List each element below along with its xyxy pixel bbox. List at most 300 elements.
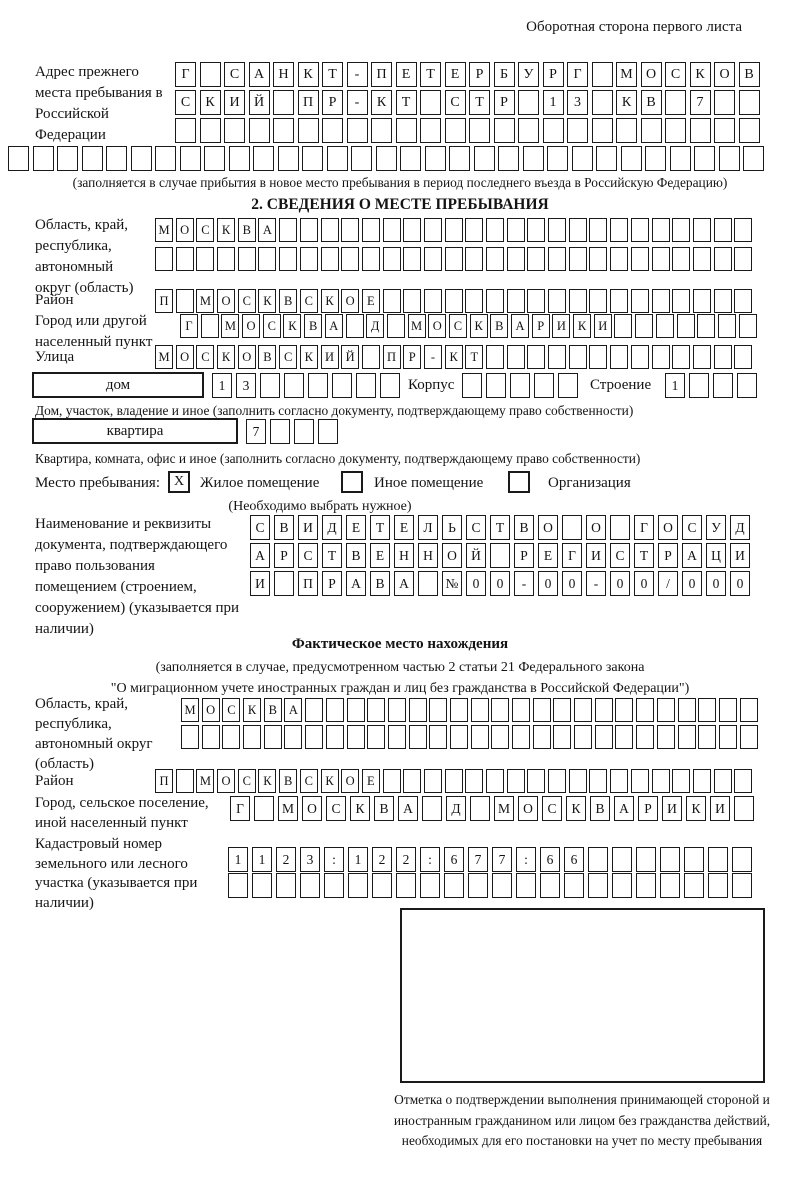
char-cell[interactable] xyxy=(491,725,509,749)
char-cell[interactable] xyxy=(131,146,152,171)
char-cell[interactable] xyxy=(494,118,515,143)
char-cell[interactable]: И xyxy=(250,571,270,596)
char-cell[interactable] xyxy=(595,698,613,722)
char-cell[interactable] xyxy=(652,345,670,369)
char-cell[interactable]: : xyxy=(324,847,344,872)
char-cell[interactable] xyxy=(465,247,483,271)
char-cell[interactable]: 6 xyxy=(444,847,464,872)
char-cell[interactable]: П xyxy=(298,571,318,596)
char-cell[interactable] xyxy=(596,146,617,171)
char-cell[interactable]: А xyxy=(394,571,414,596)
char-cell[interactable] xyxy=(714,218,732,242)
char-cell[interactable]: Г xyxy=(180,314,198,338)
char-cell[interactable]: К xyxy=(298,62,319,87)
char-cell[interactable]: 0 xyxy=(682,571,702,596)
char-cell[interactable]: П xyxy=(298,90,319,115)
char-cell[interactable]: 0 xyxy=(610,571,630,596)
char-cell[interactable] xyxy=(332,373,352,398)
char-cell[interactable] xyxy=(57,146,78,171)
char-cell[interactable]: К xyxy=(470,314,488,338)
char-cell[interactable] xyxy=(507,218,525,242)
char-cell[interactable]: И xyxy=(710,796,730,821)
char-cell[interactable] xyxy=(507,769,525,793)
char-cell[interactable]: Т xyxy=(322,62,343,87)
char-cell[interactable] xyxy=(196,247,214,271)
char-cell[interactable]: Т xyxy=(465,345,483,369)
char-cell[interactable]: О xyxy=(176,345,194,369)
char-cell[interactable] xyxy=(672,289,690,313)
char-cell[interactable] xyxy=(693,769,711,793)
char-cell[interactable] xyxy=(540,873,560,898)
char-cell[interactable]: 0 xyxy=(562,571,582,596)
char-cell[interactable]: В xyxy=(739,62,760,87)
char-cell[interactable] xyxy=(8,146,29,171)
char-cell[interactable]: Р xyxy=(532,314,550,338)
char-cell[interactable] xyxy=(569,218,587,242)
char-cell[interactable] xyxy=(672,769,690,793)
char-cell[interactable]: С xyxy=(466,515,486,540)
char-cell[interactable] xyxy=(465,769,483,793)
char-cell[interactable] xyxy=(719,725,737,749)
char-cell[interactable] xyxy=(610,769,628,793)
char-cell[interactable]: О xyxy=(341,769,359,793)
checkbox-zhiloe[interactable]: X xyxy=(168,471,190,493)
char-cell[interactable]: 2 xyxy=(372,847,392,872)
char-cell[interactable]: В xyxy=(514,515,534,540)
char-cell[interactable] xyxy=(106,146,127,171)
char-cell[interactable] xyxy=(740,698,758,722)
char-cell[interactable] xyxy=(276,873,296,898)
char-cell[interactable] xyxy=(635,314,653,338)
char-cell[interactable]: 3 xyxy=(236,373,256,398)
char-cell[interactable]: Е xyxy=(538,543,558,568)
char-cell[interactable]: Й xyxy=(249,90,270,115)
char-cell[interactable] xyxy=(562,515,582,540)
char-cell[interactable]: П xyxy=(155,289,173,313)
char-cell[interactable]: Р xyxy=(543,62,564,87)
char-cell[interactable] xyxy=(564,873,584,898)
char-cell[interactable]: Т xyxy=(396,90,417,115)
char-cell[interactable] xyxy=(409,698,427,722)
char-cell[interactable]: О xyxy=(302,796,322,821)
char-cell[interactable] xyxy=(548,247,566,271)
char-cell[interactable]: : xyxy=(516,847,536,872)
char-cell[interactable] xyxy=(403,769,421,793)
char-cell[interactable]: Е xyxy=(362,769,380,793)
char-cell[interactable]: С xyxy=(238,769,256,793)
char-cell[interactable] xyxy=(492,873,512,898)
char-cell[interactable] xyxy=(318,419,338,444)
char-cell[interactable] xyxy=(341,247,359,271)
char-cell[interactable]: А xyxy=(511,314,529,338)
char-cell[interactable]: О xyxy=(242,314,260,338)
char-cell[interactable]: 1 xyxy=(543,90,564,115)
char-cell[interactable]: М xyxy=(278,796,298,821)
char-cell[interactable]: В xyxy=(346,543,366,568)
char-cell[interactable]: Р xyxy=(658,543,678,568)
char-cell[interactable] xyxy=(631,769,649,793)
char-cell[interactable]: В xyxy=(490,314,508,338)
char-cell[interactable]: Е xyxy=(362,289,380,313)
char-cell[interactable] xyxy=(238,247,256,271)
char-cell[interactable] xyxy=(512,725,530,749)
char-cell[interactable] xyxy=(403,247,421,271)
char-cell[interactable] xyxy=(615,725,633,749)
char-cell[interactable] xyxy=(341,218,359,242)
char-cell[interactable] xyxy=(558,373,578,398)
char-cell[interactable] xyxy=(445,247,463,271)
char-cell[interactable]: К xyxy=(217,218,235,242)
char-cell[interactable] xyxy=(660,873,680,898)
char-cell[interactable] xyxy=(445,118,466,143)
char-cell[interactable] xyxy=(380,373,400,398)
char-cell[interactable] xyxy=(486,345,504,369)
char-cell[interactable] xyxy=(176,247,194,271)
char-cell[interactable] xyxy=(284,725,302,749)
char-cell[interactable]: И xyxy=(730,543,750,568)
char-cell[interactable] xyxy=(693,247,711,271)
char-cell[interactable] xyxy=(641,118,662,143)
char-cell[interactable] xyxy=(396,118,417,143)
char-cell[interactable]: Т xyxy=(469,90,490,115)
char-cell[interactable]: О xyxy=(518,796,538,821)
char-cell[interactable]: А xyxy=(284,698,302,722)
char-cell[interactable]: Р xyxy=(322,571,342,596)
char-cell[interactable]: М xyxy=(408,314,426,338)
char-cell[interactable] xyxy=(471,698,489,722)
char-cell[interactable] xyxy=(302,146,323,171)
char-cell[interactable]: - xyxy=(347,90,368,115)
char-cell[interactable]: М xyxy=(616,62,637,87)
char-cell[interactable] xyxy=(523,146,544,171)
char-cell[interactable] xyxy=(665,118,686,143)
char-cell[interactable] xyxy=(612,847,632,872)
char-cell[interactable] xyxy=(82,146,103,171)
char-cell[interactable]: К xyxy=(321,769,339,793)
char-cell[interactable]: Т xyxy=(490,515,510,540)
char-cell[interactable] xyxy=(708,847,728,872)
char-cell[interactable] xyxy=(424,769,442,793)
char-cell[interactable]: С xyxy=(298,543,318,568)
char-cell[interactable] xyxy=(588,847,608,872)
char-cell[interactable] xyxy=(396,873,416,898)
char-cell[interactable] xyxy=(694,146,715,171)
char-cell[interactable] xyxy=(279,218,297,242)
char-cell[interactable] xyxy=(533,725,551,749)
char-cell[interactable]: Г xyxy=(562,543,582,568)
char-cell[interactable] xyxy=(507,345,525,369)
char-cell[interactable]: 1 xyxy=(252,847,272,872)
char-cell[interactable] xyxy=(610,218,628,242)
char-cell[interactable]: А xyxy=(325,314,343,338)
char-cell[interactable]: 1 xyxy=(212,373,232,398)
char-cell[interactable] xyxy=(610,345,628,369)
char-cell[interactable] xyxy=(572,146,593,171)
char-cell[interactable] xyxy=(697,314,715,338)
char-cell[interactable] xyxy=(684,873,704,898)
char-cell[interactable]: В xyxy=(264,698,282,722)
char-cell[interactable]: Г xyxy=(634,515,654,540)
char-cell[interactable] xyxy=(645,146,666,171)
char-cell[interactable]: В xyxy=(641,90,662,115)
char-cell[interactable] xyxy=(260,373,280,398)
char-cell[interactable]: Н xyxy=(394,543,414,568)
char-cell[interactable] xyxy=(155,247,173,271)
char-cell[interactable] xyxy=(548,345,566,369)
char-cell[interactable] xyxy=(424,247,442,271)
char-cell[interactable]: С xyxy=(279,345,297,369)
char-cell[interactable]: К xyxy=(616,90,637,115)
char-cell[interactable] xyxy=(548,289,566,313)
char-cell[interactable] xyxy=(468,873,488,898)
char-cell[interactable]: П xyxy=(371,62,392,87)
char-cell[interactable] xyxy=(732,847,752,872)
char-cell[interactable] xyxy=(305,725,323,749)
char-cell[interactable] xyxy=(670,146,691,171)
char-cell[interactable]: И xyxy=(552,314,570,338)
char-cell[interactable]: С xyxy=(326,796,346,821)
char-cell[interactable]: П xyxy=(383,345,401,369)
char-cell[interactable]: 0 xyxy=(490,571,510,596)
char-cell[interactable]: И xyxy=(594,314,612,338)
char-cell[interactable] xyxy=(326,698,344,722)
char-cell[interactable]: М xyxy=(221,314,239,338)
char-cell[interactable] xyxy=(518,90,539,115)
char-cell[interactable]: И xyxy=(298,515,318,540)
char-cell[interactable]: : xyxy=(420,847,440,872)
char-cell[interactable] xyxy=(631,247,649,271)
char-cell[interactable] xyxy=(527,247,545,271)
char-cell[interactable] xyxy=(734,769,752,793)
char-cell[interactable]: 7 xyxy=(492,847,512,872)
char-cell[interactable] xyxy=(469,118,490,143)
char-cell[interactable] xyxy=(243,725,261,749)
char-cell[interactable] xyxy=(621,146,642,171)
char-cell[interactable] xyxy=(274,571,294,596)
char-cell[interactable]: С xyxy=(224,62,245,87)
char-cell[interactable] xyxy=(449,146,470,171)
char-cell[interactable] xyxy=(739,90,760,115)
char-cell[interactable]: И xyxy=(586,543,606,568)
char-cell[interactable]: Г xyxy=(567,62,588,87)
char-cell[interactable]: 1 xyxy=(665,373,685,398)
char-cell[interactable] xyxy=(714,118,735,143)
char-cell[interactable] xyxy=(346,314,364,338)
char-cell[interactable]: А xyxy=(249,62,270,87)
char-cell[interactable]: Г xyxy=(175,62,196,87)
char-cell[interactable]: 7 xyxy=(690,90,711,115)
char-cell[interactable] xyxy=(445,218,463,242)
char-cell[interactable] xyxy=(677,314,695,338)
char-cell[interactable]: В xyxy=(590,796,610,821)
char-cell[interactable] xyxy=(589,218,607,242)
char-cell[interactable]: С xyxy=(238,289,256,313)
char-cell[interactable] xyxy=(445,769,463,793)
char-cell[interactable]: 6 xyxy=(540,847,560,872)
char-cell[interactable] xyxy=(516,873,536,898)
char-cell[interactable] xyxy=(249,118,270,143)
char-cell[interactable] xyxy=(660,847,680,872)
char-cell[interactable] xyxy=(527,769,545,793)
char-cell[interactable]: И xyxy=(662,796,682,821)
char-cell[interactable] xyxy=(229,146,250,171)
char-cell[interactable] xyxy=(690,118,711,143)
char-cell[interactable] xyxy=(595,725,613,749)
char-cell[interactable]: С xyxy=(682,515,702,540)
char-cell[interactable] xyxy=(512,698,530,722)
char-cell[interactable] xyxy=(356,373,376,398)
char-cell[interactable] xyxy=(547,146,568,171)
char-cell[interactable] xyxy=(698,698,716,722)
char-cell[interactable] xyxy=(371,118,392,143)
char-cell[interactable] xyxy=(486,373,506,398)
char-cell[interactable]: О xyxy=(238,345,256,369)
char-cell[interactable] xyxy=(740,725,758,749)
char-cell[interactable]: О xyxy=(217,769,235,793)
char-cell[interactable] xyxy=(719,698,737,722)
char-cell[interactable] xyxy=(200,62,221,87)
char-cell[interactable]: 0 xyxy=(730,571,750,596)
char-cell[interactable] xyxy=(376,146,397,171)
char-cell[interactable] xyxy=(471,725,489,749)
char-cell[interactable] xyxy=(713,373,733,398)
char-cell[interactable] xyxy=(714,247,732,271)
char-cell[interactable]: А xyxy=(614,796,634,821)
char-cell[interactable] xyxy=(510,373,530,398)
char-cell[interactable]: Л xyxy=(418,515,438,540)
char-cell[interactable] xyxy=(224,118,245,143)
char-cell[interactable] xyxy=(155,146,176,171)
char-cell[interactable] xyxy=(465,289,483,313)
char-cell[interactable]: 7 xyxy=(468,847,488,872)
char-cell[interactable]: С xyxy=(610,543,630,568)
char-cell[interactable]: М xyxy=(181,698,199,722)
char-cell[interactable]: В xyxy=(374,796,394,821)
char-cell[interactable] xyxy=(486,289,504,313)
char-cell[interactable] xyxy=(734,289,752,313)
char-cell[interactable] xyxy=(652,247,670,271)
char-cell[interactable] xyxy=(424,289,442,313)
char-cell[interactable] xyxy=(652,769,670,793)
char-cell[interactable] xyxy=(657,698,675,722)
char-cell[interactable]: Д xyxy=(366,314,384,338)
char-cell[interactable] xyxy=(200,118,221,143)
char-cell[interactable]: К xyxy=(690,62,711,87)
char-cell[interactable]: Д xyxy=(322,515,342,540)
char-cell[interactable] xyxy=(347,698,365,722)
char-cell[interactable] xyxy=(518,118,539,143)
char-cell[interactable] xyxy=(567,118,588,143)
checkbox-organizatsiya[interactable] xyxy=(508,471,530,493)
char-cell[interactable] xyxy=(348,873,368,898)
char-cell[interactable] xyxy=(507,247,525,271)
char-cell[interactable] xyxy=(300,873,320,898)
char-cell[interactable]: У xyxy=(706,515,726,540)
char-cell[interactable]: 6 xyxy=(564,847,584,872)
char-cell[interactable] xyxy=(422,796,442,821)
char-cell[interactable]: М xyxy=(196,289,214,313)
char-cell[interactable]: 2 xyxy=(396,847,416,872)
char-cell[interactable] xyxy=(278,146,299,171)
char-cell[interactable]: 0 xyxy=(706,571,726,596)
char-cell[interactable] xyxy=(403,289,421,313)
char-cell[interactable] xyxy=(507,289,525,313)
char-cell[interactable]: Е xyxy=(370,543,390,568)
char-cell[interactable] xyxy=(631,289,649,313)
char-cell[interactable] xyxy=(678,698,696,722)
char-cell[interactable] xyxy=(734,218,752,242)
char-cell[interactable]: В xyxy=(274,515,294,540)
char-cell[interactable] xyxy=(204,146,225,171)
char-cell[interactable]: А xyxy=(682,543,702,568)
char-cell[interactable]: 0 xyxy=(634,571,654,596)
char-cell[interactable] xyxy=(636,873,656,898)
char-cell[interactable]: В xyxy=(279,769,297,793)
char-cell[interactable]: 1 xyxy=(228,847,248,872)
char-cell[interactable]: П xyxy=(155,769,173,793)
char-cell[interactable] xyxy=(636,847,656,872)
char-cell[interactable] xyxy=(362,345,380,369)
char-cell[interactable] xyxy=(254,796,274,821)
char-cell[interactable] xyxy=(175,118,196,143)
char-cell[interactable] xyxy=(486,247,504,271)
char-cell[interactable] xyxy=(592,118,613,143)
char-cell[interactable]: Т xyxy=(370,515,390,540)
char-cell[interactable] xyxy=(383,218,401,242)
char-cell[interactable] xyxy=(326,725,344,749)
char-cell[interactable]: А xyxy=(346,571,366,596)
char-cell[interactable]: 0 xyxy=(466,571,486,596)
char-cell[interactable]: О xyxy=(176,218,194,242)
char-cell[interactable] xyxy=(409,725,427,749)
char-cell[interactable]: У xyxy=(518,62,539,87)
char-cell[interactable] xyxy=(737,373,757,398)
char-cell[interactable]: К xyxy=(573,314,591,338)
char-cell[interactable] xyxy=(656,314,674,338)
char-cell[interactable] xyxy=(589,345,607,369)
char-cell[interactable] xyxy=(672,218,690,242)
char-cell[interactable] xyxy=(308,373,328,398)
char-cell[interactable] xyxy=(321,247,339,271)
char-cell[interactable]: Р xyxy=(638,796,658,821)
char-cell[interactable]: К xyxy=(283,314,301,338)
char-cell[interactable] xyxy=(176,289,194,313)
char-cell[interactable]: 1 xyxy=(348,847,368,872)
char-cell[interactable] xyxy=(400,146,421,171)
char-cell[interactable] xyxy=(383,769,401,793)
char-cell[interactable] xyxy=(403,218,421,242)
char-cell[interactable] xyxy=(693,289,711,313)
char-cell[interactable] xyxy=(708,873,728,898)
char-cell[interactable] xyxy=(543,118,564,143)
char-cell[interactable] xyxy=(284,373,304,398)
char-cell[interactable]: О xyxy=(641,62,662,87)
char-cell[interactable]: Т xyxy=(420,62,441,87)
char-cell[interactable]: С xyxy=(222,698,240,722)
char-cell[interactable]: И xyxy=(321,345,339,369)
char-cell[interactable]: С xyxy=(665,62,686,87)
char-cell[interactable]: Р xyxy=(403,345,421,369)
char-cell[interactable] xyxy=(222,725,240,749)
char-cell[interactable] xyxy=(347,725,365,749)
char-cell[interactable] xyxy=(569,345,587,369)
char-cell[interactable] xyxy=(719,146,740,171)
char-cell[interactable] xyxy=(672,345,690,369)
char-cell[interactable] xyxy=(739,314,757,338)
char-cell[interactable]: О xyxy=(217,289,235,313)
char-cell[interactable] xyxy=(201,314,219,338)
char-cell[interactable]: - xyxy=(586,571,606,596)
